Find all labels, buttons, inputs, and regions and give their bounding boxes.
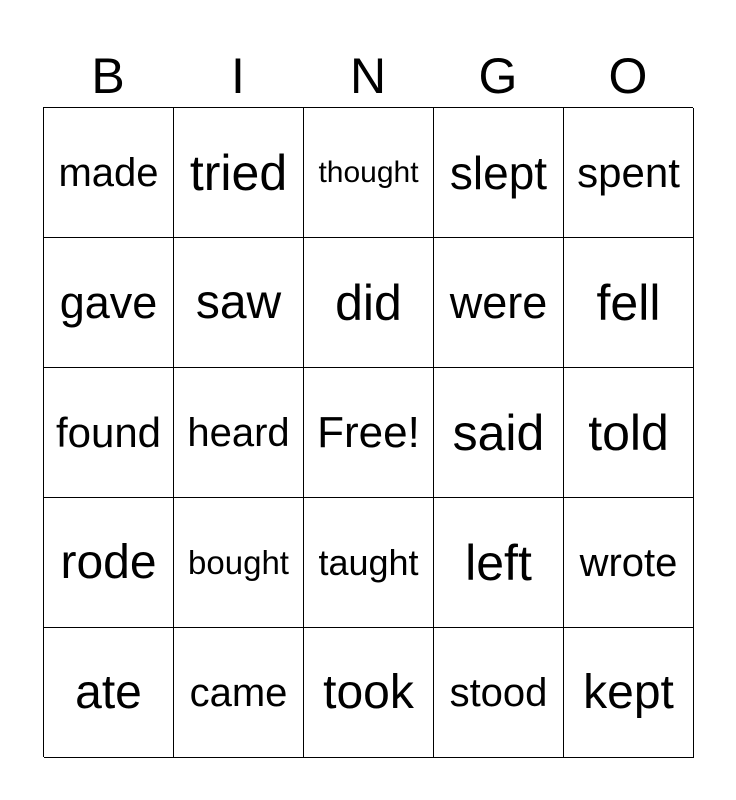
- bingo-cell[interactable]: came: [174, 628, 304, 758]
- bingo-cell[interactable]: tried: [174, 108, 304, 238]
- bingo-cell[interactable]: stood: [434, 628, 564, 758]
- bingo-cell[interactable]: were: [434, 238, 564, 368]
- header-letter-n: N: [349, 48, 387, 104]
- bingo-header: [43, 46, 693, 106]
- bingo-cell[interactable]: gave: [44, 238, 174, 368]
- bingo-cell[interactable]: saw: [174, 238, 304, 368]
- bingo-cell[interactable]: rode: [44, 498, 174, 628]
- bingo-card-grid: [43, 107, 693, 757]
- bingo-cell[interactable]: slept: [434, 108, 564, 238]
- header-letter-b: B: [91, 48, 125, 104]
- header-letter-i: I: [231, 48, 245, 104]
- bingo-cell[interactable]: made: [44, 108, 174, 238]
- bingo-cell[interactable]: found: [44, 368, 174, 498]
- bingo-cell[interactable]: said: [434, 368, 564, 498]
- bingo-cell[interactable]: spent: [564, 108, 694, 238]
- bingo-cell[interactable]: did: [304, 238, 434, 368]
- bingo-cell[interactable]: took: [304, 628, 434, 758]
- bingo-cell[interactable]: fell: [564, 238, 694, 368]
- bingo-cell[interactable]: left: [434, 498, 564, 628]
- header-letter-g: G: [478, 48, 518, 104]
- free-space-cell[interactable]: Free!: [304, 368, 434, 498]
- bingo-cell[interactable]: taught: [304, 498, 434, 628]
- bingo-cell[interactable]: bought: [174, 498, 304, 628]
- bingo-cell[interactable]: thought: [304, 108, 434, 238]
- bingo-cell[interactable]: wrote: [564, 498, 694, 628]
- bingo-cell[interactable]: told: [564, 368, 694, 498]
- bingo-cell[interactable]: kept: [564, 628, 694, 758]
- bingo-cell[interactable]: heard: [174, 368, 304, 498]
- bingo-cell[interactable]: ate: [44, 628, 174, 758]
- header-letter-o: O: [608, 48, 648, 104]
